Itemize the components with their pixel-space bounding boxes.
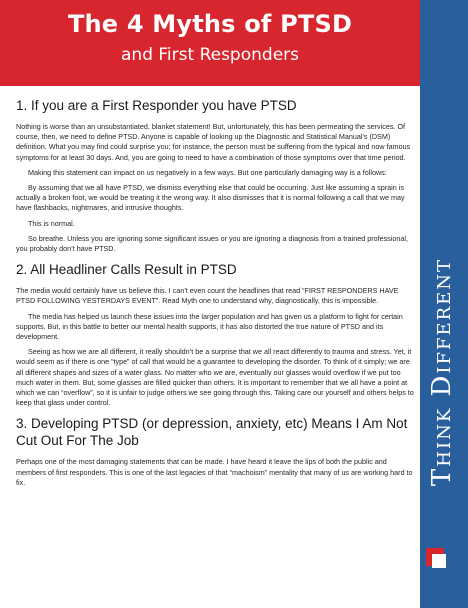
section-myth-1: [16, 97, 416, 254]
paragraph: By assuming that we all have PTSD, we dismiss everything else that could be occurring. Just like assuming a sprain is actually a broken foot, we would be treating it the wrong way. It also dismisses that it is normal following a call that we may have flashbacks, nightmares, and intrusive thoughts.: [16, 183, 405, 213]
paragraph: The media has helped us launch these issues into the larger population and has given us a platform to fight for certain supports. But, in this battle to better our mental health supports, it has also distorted the true nature of PTSD and its development.: [16, 311, 403, 342]
section-myth-3: [16, 415, 416, 488]
section-heading: 1. If you are a First Responder you have PTSD: [16, 98, 297, 113]
section-heading: 3. Developing PTSD (or depression, anxiety, etc) Means I Am Not Cut Out For The Job: [16, 416, 408, 449]
article-body: [16, 97, 416, 495]
paragraph: This is normal.: [28, 218, 75, 228]
page-title: The 4 Myths of PTSD: [67, 10, 353, 38]
sidebar-vertical-text: Think Different: [427, 257, 457, 487]
paragraph: Perhaps one of the most damaging statements that can be made. I have heard it leave the lips of both the public and members of first responders. This is one of the last legacies of that “machoism” mentality that many of us are working hard to fix.: [16, 457, 413, 487]
section-heading: 2. All Headliner Calls Result in PTSD: [16, 262, 237, 278]
paragraph: So breathe. Unless you are ignoring some significant issues or you are ignoring a diagnosis from a trained professional, you probably don’t have PTSD.: [16, 233, 408, 254]
paragraph: Making this statement can impact on us negatively in a few ways. But one particularly damaging way is a follows:: [28, 167, 387, 177]
page-subtitle: and First Responders: [121, 45, 299, 65]
paragraph: Nothing is worse than an unsubstantiated, blanket statement! But, unfortunately, this has been permeating the services. Of course, then, we need to define PTSD. Anyone is capable of looking up the Diagnostic and Statistical Manual’s (DSM) definition. What you may find could surprise you; for instance, the person must be suffering from the typical and now famous symptoms for at least 30 days. And, you are going to need to have a combination of those symptoms over that time period.: [16, 122, 411, 162]
paragraph: The media would certainly have us believe this. I can’t even count the headlines that read “FIRST RESPONDERS HAVE PTSD FOLLOWING YESTERDAYS EVENT”. Read Myth one to understand why, diagnostically, this is impossible.: [16, 286, 399, 306]
paragraph: Seeing as how we are all different, it really shouldn’t be a surprise that we all react differently to trauma and stress. Yet, it would seem as if there is one “type” of call that would be a guarantee to developing the disorder. To think of it simply; we are all different shapes and sizes of a water glass. No matter who we are, eventually our glasses would overflow if we put too much water in them. But, some glasses are filled quicker than others. It is important to remember that we all have a point at which we can “overflow”, so it is unfair to judge others we see going through this. Taking care our yourself and others helps to keep that glass under control.: [16, 347, 414, 408]
title-banner: [0, 0, 420, 86]
section-myth-2: [16, 261, 416, 408]
corner-logo-icon: [426, 548, 450, 572]
